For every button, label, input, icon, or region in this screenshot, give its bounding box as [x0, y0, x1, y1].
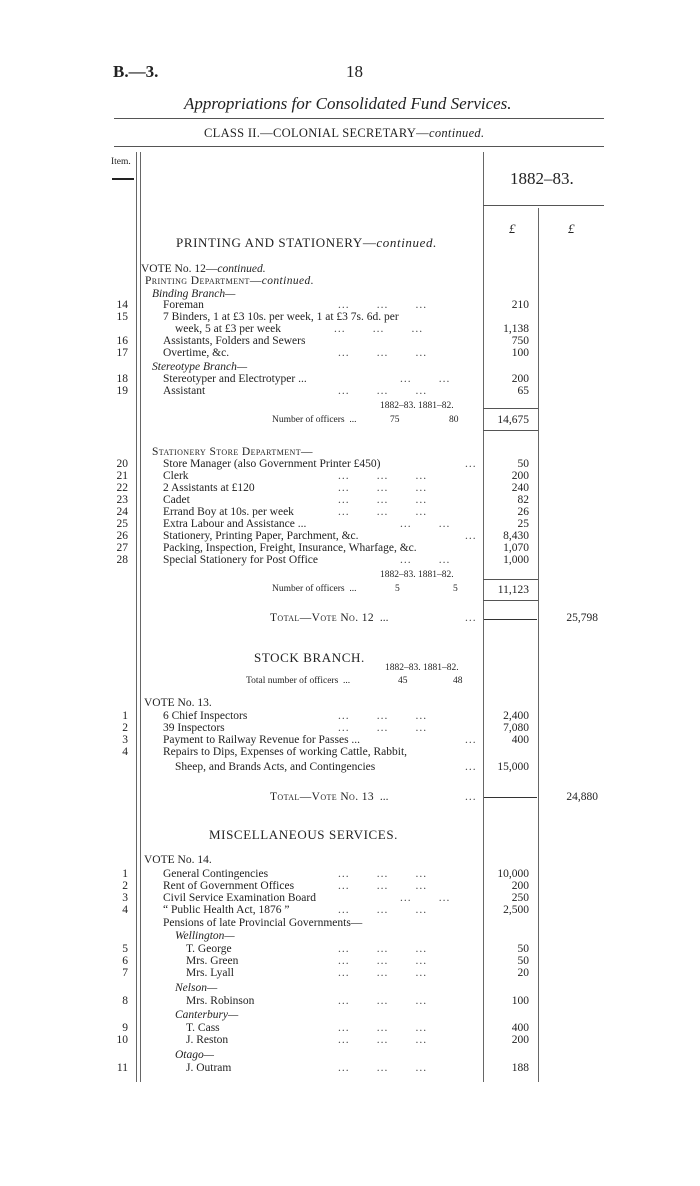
item-number: 17	[116, 347, 128, 359]
leader-dots: ... ... ...	[338, 967, 428, 979]
item-number: 1	[122, 710, 128, 722]
item-amount: 200	[511, 880, 529, 892]
item-number: 20	[116, 458, 128, 470]
leader-dots: ... ... ...	[338, 710, 428, 722]
item-label: Cadet	[163, 494, 190, 506]
item-number: 9	[122, 1022, 128, 1034]
item-amount: 100	[511, 995, 529, 1007]
item-label: Assistant	[163, 385, 206, 397]
leader-dots: ... ... ...	[338, 943, 428, 955]
department-heading: Stationery Store Department—	[152, 446, 313, 458]
item-amount: 2,400	[503, 710, 529, 722]
vote-total-label: Total—Vote No. 12 ...	[270, 612, 389, 624]
item-label: Assistants, Folders and Sewers	[163, 335, 306, 347]
item-amount: 200	[511, 1034, 529, 1046]
item-number: 26	[116, 530, 128, 542]
officer-count-label: Number of officers ...	[272, 584, 357, 594]
item-label: Clerk	[163, 470, 189, 482]
item-number: 8	[122, 995, 128, 1007]
item-label: J. Outram	[186, 1062, 232, 1074]
vote-total-label: Total—Vote No. 13 ...	[270, 791, 389, 803]
item-number: 19	[116, 385, 128, 397]
item-number: 3	[122, 734, 128, 746]
item-label-continued: Sheep, and Brands Acts, and Contingencies	[175, 761, 376, 773]
item-amount: 200	[511, 470, 529, 482]
region-heading: Nelson—	[175, 982, 218, 994]
item-number: 28	[116, 554, 128, 566]
item-label: 6 Chief Inspectors	[163, 710, 248, 722]
subtotal-amount: 14,675	[497, 414, 529, 426]
item-amount: 8,430	[503, 530, 529, 542]
rule	[483, 430, 538, 431]
rule	[483, 408, 538, 409]
branch-heading: Binding Branch—	[152, 288, 236, 300]
item-number: 24	[116, 506, 128, 518]
leader-dots: ...	[465, 761, 477, 773]
item-amount: 7,080	[503, 722, 529, 734]
item-label: Mrs. Robinson	[186, 995, 255, 1007]
section-heading: PRINTING AND STATIONERY—continued.	[176, 235, 437, 250]
item-amount: 200	[511, 373, 529, 385]
rule	[484, 619, 537, 620]
leader-dots: ... ... ...	[338, 494, 428, 506]
officer-count-current: 75	[390, 415, 400, 425]
item-amount: 2,500	[503, 904, 529, 916]
leader-dots: ...	[465, 530, 477, 542]
leader-dots: ... ... ...	[338, 347, 428, 359]
item-number: 2	[122, 880, 128, 892]
item-amount: 188	[511, 1062, 529, 1074]
item-number: 21	[116, 470, 128, 482]
leader-dots: ... ... ...	[338, 995, 428, 1007]
officer-count-previous: 80	[449, 415, 459, 425]
leader-dots: ... ... ...	[338, 722, 428, 734]
officer-count-current: 5	[395, 584, 400, 594]
item-amount: 400	[511, 1022, 529, 1034]
currency-symbol: £	[568, 221, 575, 236]
item-amount: 82	[517, 494, 529, 506]
item-number: 27	[116, 542, 128, 554]
item-amount: 50	[517, 943, 529, 955]
leader-dots: ... ... ...	[338, 880, 428, 892]
item-label: J. Reston	[186, 1034, 229, 1046]
officer-count-previous: 48	[453, 676, 463, 686]
region-heading: Otago—	[175, 1049, 214, 1061]
item-number: 23	[116, 494, 128, 506]
leader-dots: ... ...	[400, 373, 451, 385]
item-label: Payment to Railway Revenue for Passes ...	[163, 734, 361, 746]
item-amount: 400	[511, 734, 529, 746]
item-amount: 240	[511, 482, 529, 494]
officer-count-label: Number of officers ...	[272, 415, 357, 425]
leader-dots: ...	[465, 734, 477, 746]
vote-heading: VOTE No. 14.	[144, 854, 212, 866]
leader-dots: ... ... ...	[338, 506, 428, 518]
item-label: Packing, Inspection, Freight, Insurance, Wharfage, &c.	[163, 542, 417, 554]
leader-dots: ...	[465, 612, 477, 624]
item-label: 39 Inspectors	[163, 722, 225, 734]
leader-dots: ... ... ...	[338, 904, 428, 916]
leader-dots: ... ...	[400, 554, 451, 566]
item-label: T. Cass	[186, 1022, 220, 1034]
page-number: 18	[346, 62, 363, 81]
region-heading: Canterbury—	[175, 1009, 239, 1021]
item-number: 4	[122, 904, 128, 916]
item-label: Mrs. Green	[186, 955, 239, 967]
rule	[112, 178, 134, 180]
page-title: Appropriations for Consolidated Fund Services.	[184, 94, 512, 113]
item-number: 16	[116, 335, 128, 347]
item-label: 2 Assistants at £120	[163, 482, 255, 494]
column-rule	[538, 208, 539, 1082]
item-label: Overtime, &c.	[163, 347, 230, 359]
leader-dots: ...	[465, 458, 477, 470]
item-number: 4	[122, 746, 128, 758]
item-number: 15	[116, 311, 128, 323]
item-number: 1	[122, 868, 128, 880]
department-heading: Printing Department—continued.	[145, 275, 314, 287]
item-label: “ Public Health Act, 1876 ”	[163, 904, 290, 916]
item-amount: 26	[517, 506, 529, 518]
leader-dots: ... ... ...	[338, 1034, 428, 1046]
item-amount: 50	[517, 458, 529, 470]
vote-heading: VOTE No. 13.	[144, 697, 212, 709]
rule	[484, 797, 537, 798]
vote-total-amount: 24,880	[566, 791, 598, 803]
item-label: Rent of Government Offices	[163, 880, 295, 892]
item-number: 10	[116, 1034, 128, 1046]
item-amount: 15,000	[497, 761, 529, 773]
rule	[483, 600, 538, 601]
item-amount: 50	[517, 955, 529, 967]
item-number: 22	[116, 482, 128, 494]
item-amount: 1,000	[503, 554, 529, 566]
item-number: 25	[116, 518, 128, 530]
item-number: 2	[122, 722, 128, 734]
item-label: General Contingencies	[163, 868, 269, 880]
leader-dots: ... ... ...	[338, 955, 428, 967]
leader-dots: ... ... ...	[338, 482, 428, 494]
leader-dots: ... ... ...	[334, 323, 424, 335]
item-number: 7	[122, 967, 128, 979]
branch-heading: Stereotype Branch—	[152, 361, 248, 373]
item-label: 7 Binders, 1 at £3 10s. per week, 1 at £3 7s. 6d. per	[163, 311, 399, 323]
item-amount: 1,138	[503, 323, 529, 335]
leader-dots: ... ... ...	[338, 299, 428, 311]
document-reference: B.—3.	[113, 62, 159, 81]
item-label: Stereotyper and Electrotyper ...	[163, 373, 307, 385]
rule	[483, 579, 538, 580]
vote-heading: VOTE No. 12—continued.	[141, 263, 266, 275]
item-number: 14	[116, 299, 128, 311]
item-amount: 20	[517, 967, 529, 979]
officer-count-years: 1882–83. 1881–82.	[380, 570, 454, 580]
item-number: 11	[116, 1062, 128, 1074]
item-number: 6	[122, 955, 128, 967]
item-amount: 250	[511, 892, 529, 904]
leader-dots: ...	[465, 791, 477, 803]
leader-dots: ... ...	[400, 518, 451, 530]
item-label: Special Stationery for Post Office	[163, 554, 319, 566]
section-heading: MISCELLANEOUS SERVICES.	[209, 827, 398, 842]
officer-count-years: 1882–83. 1881–82.	[385, 663, 459, 673]
region-heading: Wellington—	[175, 930, 235, 942]
item-label: Stationery, Printing Paper, Parchment, &c.	[163, 530, 359, 542]
item-label: Extra Labour and Assistance ...	[163, 518, 307, 530]
leader-dots: ... ... ...	[338, 1022, 428, 1034]
item-amount: 25	[517, 518, 529, 530]
class-heading: CLASS II.—COLONIAL SECRETARY—continued.	[204, 126, 485, 140]
leader-dots: ... ... ...	[338, 1062, 428, 1074]
rule	[114, 146, 604, 147]
item-number: 5	[122, 943, 128, 955]
officer-count-years: 1882–83. 1881–82.	[380, 401, 454, 411]
item-label: Mrs. Lyall	[186, 967, 234, 979]
vote-total-amount: 25,798	[566, 612, 598, 624]
item-amount: 65	[517, 385, 529, 397]
item-amount: 750	[511, 335, 529, 347]
item-label: Store Manager (also Government Printer £450)	[163, 458, 381, 470]
leader-dots: ... ... ...	[338, 470, 428, 482]
item-label: Civil Service Examination Board	[163, 892, 316, 904]
item-label: Errand Boy at 10s. per week	[163, 506, 294, 518]
officer-count-current: 45	[398, 676, 408, 686]
leader-dots: ... ... ...	[338, 868, 428, 880]
leader-dots: ... ... ...	[338, 385, 428, 397]
section-heading: STOCK BRANCH.	[254, 650, 365, 665]
item-amount: 100	[511, 347, 529, 359]
item-column-header: Item.	[111, 157, 131, 167]
officer-count-label: Total number of officers ...	[246, 676, 351, 686]
fiscal-year-header: 1882–83.	[510, 169, 574, 188]
leader-dots: ... ...	[400, 892, 451, 904]
rule	[483, 205, 604, 206]
item-amount: 210	[511, 299, 529, 311]
subtotal-amount: 11,123	[497, 584, 529, 596]
item-number: 3	[122, 892, 128, 904]
item-label: Repairs to Dips, Expenses of working Cattle, Rabbit,	[163, 746, 408, 758]
item-number: 18	[116, 373, 128, 385]
item-label: T. George	[186, 943, 232, 955]
column-rule	[483, 152, 484, 1082]
currency-symbol: £	[509, 221, 516, 236]
column-rule	[136, 152, 137, 1082]
column-rule	[140, 152, 141, 1082]
rule	[114, 118, 604, 119]
item-amount: 1,070	[503, 542, 529, 554]
item-label: Foreman	[163, 299, 204, 311]
item-amount: 10,000	[497, 868, 529, 880]
subheading: Pensions of late Provincial Governments—	[163, 917, 363, 929]
officer-count-previous: 5	[453, 584, 458, 594]
item-label-continued: week, 5 at £3 per week	[175, 323, 282, 335]
